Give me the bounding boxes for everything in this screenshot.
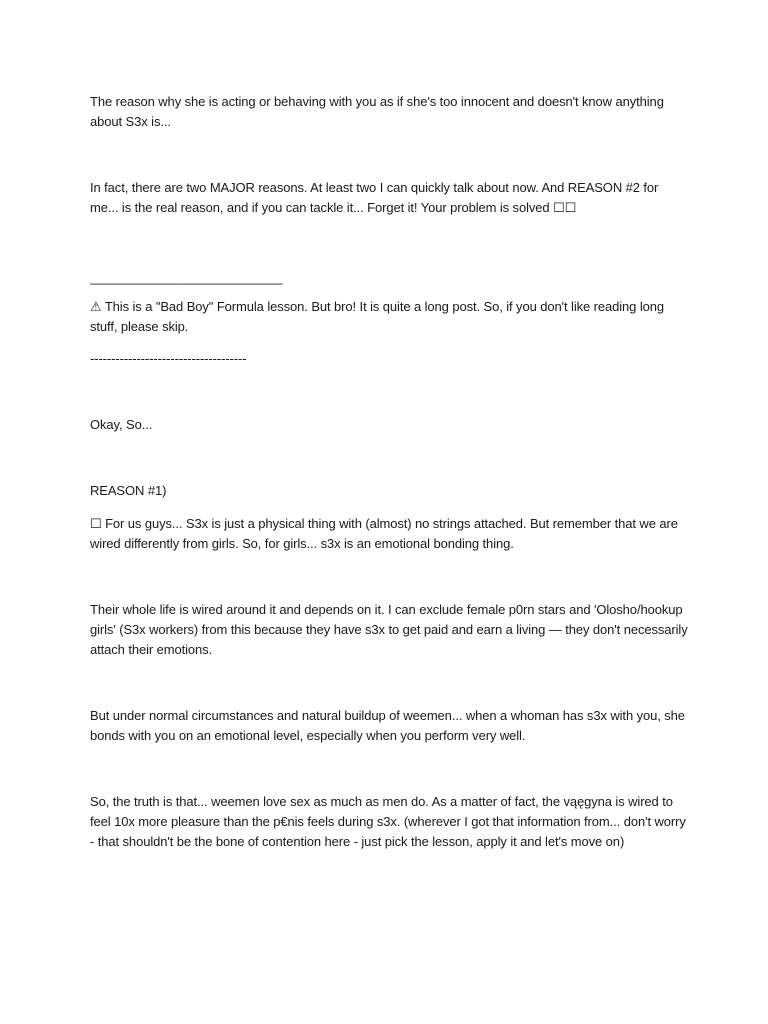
intro-paragraph: The reason why she is acting or behaving with you as if she's too innocent and doesn't know anything about S3x is...	[90, 94, 664, 129]
physical-thing-paragraph: ☐ For us guys... S3x is just a physical thing with (almost) no strings attached. But remember that we are wired differently from girls. So, for girls... s3x is an emotional bonding thing.	[90, 516, 678, 551]
okay-so-line: Okay, So...	[90, 417, 153, 432]
reason-1-heading: REASON #1)	[90, 483, 167, 498]
whole-life-paragraph: Their whole life is wired around it and depends on it. I can exclude female p0rn stars and 'Olosho/hookup girls' (S3x workers) from this because they have s3x to get paid and earn a living — they don't necessarily attach their emotions.	[90, 602, 688, 657]
underscore-divider: ___________________________	[90, 270, 283, 285]
two-reasons-paragraph: In fact, there are two MAJOR reasons. At least two I can quickly talk about now. And REASON #2 for me... is the real reason, and if you can tackle it... Forget it! Your problem is solved ☐☐	[90, 180, 659, 215]
dash-divider: -------------------------------------	[90, 351, 247, 366]
warning-paragraph: ⚠ This is a "Bad Boy" Formula lesson. But bro! It is quite a long post. So, if you don't like reading long stuff, please skip.	[90, 299, 665, 334]
truth-paragraph: So, the truth is that... weemen love sex as much as men do. As a matter of fact, the vąęgyna is wired to feel 10x more pleasure than the p€nis feels during s3x. (wherever I got that information from... don't worry - that shouldn't be the bone of contention here - just pick the lesson, apply it and let's move on)	[90, 794, 686, 849]
normal-circumstances-paragraph: But under normal circumstances and natural buildup of weemen... when a whoman has s3x with you, she bonds with you on an emotional level, especially when you perform very well.	[90, 708, 685, 743]
